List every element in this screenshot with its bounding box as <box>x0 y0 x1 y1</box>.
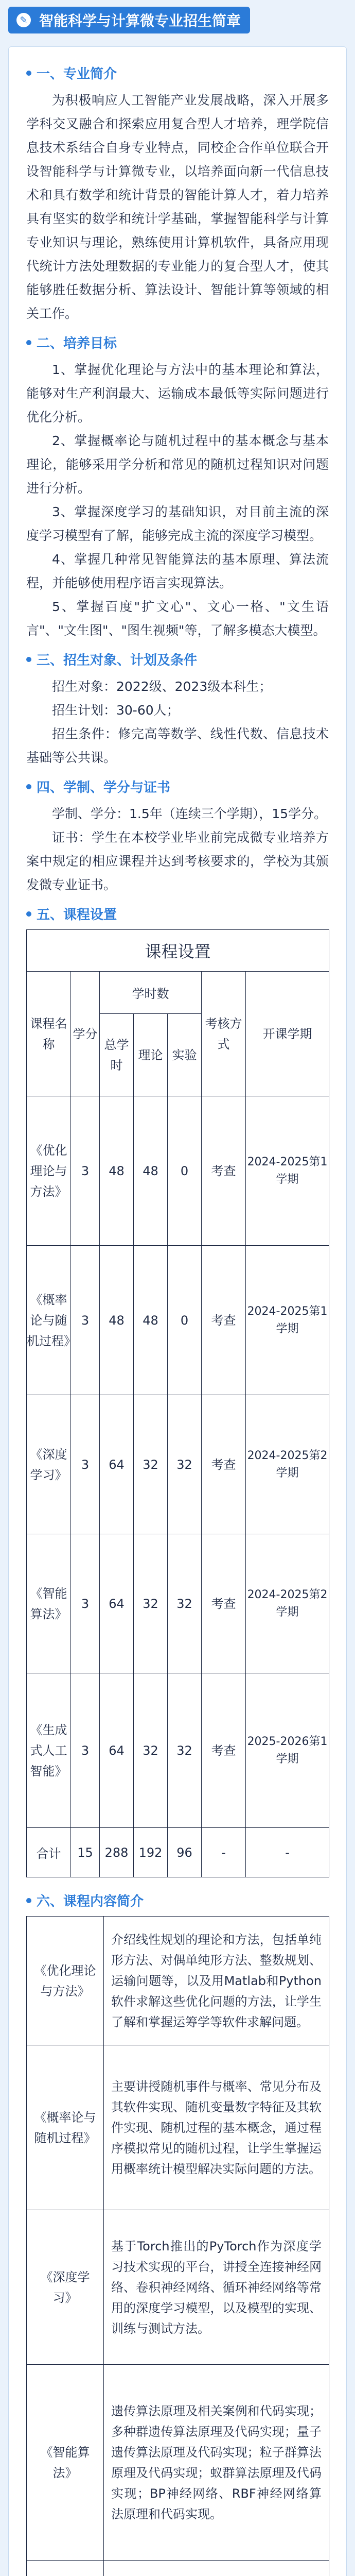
header-hours: 学时数 <box>100 972 202 1014</box>
header-assess: 考核方式 <box>202 972 246 1096</box>
total-label: 合计 <box>27 1828 71 1877</box>
section-heading <box>26 904 329 923</box>
goal-item: 2、掌握概率论与随机过程中的基本概念与基本理论，能够采用学分析和常见的随机过程知识对问题进行分析。 <box>26 433 329 496</box>
bullet-icon <box>26 657 31 662</box>
course-credit: 3 <box>71 1534 100 1673</box>
course-name: 《深度学习》 <box>27 1395 71 1534</box>
section-title: 二、培养目标 <box>37 336 117 351</box>
course-semester: 2024-2025第2学期 <box>246 1534 329 1673</box>
course-practice: 0 <box>168 1246 202 1395</box>
credit-item: 证书：学生在本校学业毕业前完成微专业培养方案中规定的相应课程并达到考核要求的，学校为其颁发微专业证书。 <box>26 830 329 892</box>
table-row <box>27 2210 329 2365</box>
course-total: 64 <box>100 1534 134 1673</box>
course-name: 《优化理论与方法》 <box>27 1917 104 2045</box>
section-title: 四、学制、学分与证书 <box>37 780 171 795</box>
course-theory: 32 <box>134 1534 168 1673</box>
course-table <box>26 929 329 1877</box>
enroll-item: 招生计划：30-60人； <box>52 703 180 718</box>
course-assess: 考查 <box>202 1246 246 1395</box>
bullet-icon <box>26 911 31 917</box>
title-tab <box>8 7 250 33</box>
course-name: 《优化理论与方法》 <box>27 1096 71 1246</box>
header-semester: 开课学期 <box>246 972 329 1096</box>
section-title: 六、课程内容简介 <box>37 1894 144 1909</box>
course-theory: 32 <box>134 1395 168 1534</box>
header-theory: 理论 <box>134 1014 168 1096</box>
header-credit: 学分 <box>71 972 100 1096</box>
course-name: 《智能算法》 <box>27 1534 71 1673</box>
section-title: 三、招生对象、计划及条件 <box>37 653 198 668</box>
course-total: 48 <box>100 1246 134 1395</box>
course-name: 《生成式人工智能》 <box>27 1673 71 1828</box>
course-assess: 考查 <box>202 1395 246 1534</box>
course-practice: 32 <box>168 1534 202 1673</box>
course-theory: 32 <box>134 1673 168 1828</box>
page-title: 智能科学与计算微专业招生简章 <box>39 12 241 29</box>
course-credit: 3 <box>71 1395 100 1534</box>
course-theory: 48 <box>134 1096 168 1246</box>
bullet-icon <box>26 784 31 789</box>
total-practice: 96 <box>168 1828 202 1877</box>
course-name: 《智能算法》 <box>27 2365 104 2561</box>
header-total: 总学时 <box>100 1014 134 1096</box>
table-row <box>27 2365 329 2561</box>
section-title: 一、专业简介 <box>37 66 117 82</box>
course-theory: 48 <box>134 1246 168 1395</box>
content-table <box>26 1916 329 2576</box>
course-desc: 遗传算法原理及相关案例和代码实现；多种群遗传算法原理及代码实现；量子遗传算法原理及代码实现；粒子群算法原理及代码实现；蚁群算法原理及代码实现；BP神经网络、RBF神经网络算法原理和代码实现。 <box>104 2365 329 2561</box>
title-bar <box>0 0 355 40</box>
course-name: 《深度学习》 <box>27 2210 104 2365</box>
course-credit: 3 <box>71 1096 100 1246</box>
enroll-item: 招生对象：2022级、2023级本科生； <box>52 679 272 694</box>
section-heading <box>26 333 329 352</box>
course-desc: 基于Torch推出的PyTorch作为深度学习技术实现的平台，讲授全连接神经网络、卷积神经网络、循环神经网络等常用的深度学习模型，以及模型的实现、训练与测试方法。 <box>104 2210 329 2365</box>
course-semester: 2025-2026第1学期 <box>246 1673 329 1828</box>
total-hours: 288 <box>100 1828 134 1877</box>
table-caption: 课程设置 <box>27 930 329 972</box>
intro-text: 为积极响应人工智能产业发展战略，深入开展多学科交叉融合和探索应用复合型人才培养，理学院信息技术系结合自身专业特点，同校企合作单位联合开设智能科学与计算微专业，以培养面向新一代信息技术和具有数学和统计背景的智能计算人才，着力培养具有坚实的数学和统计学基础，掌握智能科学与计算专业知识与理论，熟练使用计算机软件，具备应用现代统计方法处理数据的专业能力的复合型人才，使其能够胜任数据分析、算法设计、智能计算等领域的相关工作。 <box>26 93 329 321</box>
bullet-icon <box>26 1898 31 1903</box>
goal-item: 3、掌握深度学习的基础知识，对目前主流的深度学习模型有了解，能够完成主流的深度学习模型。 <box>26 504 329 543</box>
course-credit: 3 <box>71 1673 100 1828</box>
enroll-item: 招生条件：修完高等数学、线性代数、信息技术基础等公共课。 <box>26 726 329 765</box>
content-card <box>8 46 347 2576</box>
course-total: 64 <box>100 1673 134 1828</box>
course-credit: 3 <box>71 1246 100 1395</box>
table-row <box>27 1395 329 1534</box>
table-row <box>27 1096 329 1246</box>
course-desc: 主要讲授随机事件与概率、常见分布及其软件实现、随机变量数字特征及其软件实现、随机过程的基本概念，通过程序模拟常见的随机过程，让学生掌握运用概率统计模型解决实际问题的方法。 <box>104 2045 329 2210</box>
section-heading <box>26 63 329 82</box>
header-name: 课程名称 <box>27 972 71 1096</box>
goal-item: 4、掌握几种常见智能算法的基本原理、算法流程，并能够使用程序语言实现算法。 <box>26 552 329 590</box>
table-row <box>27 1246 329 1395</box>
table-row <box>27 2045 329 2210</box>
course-desc: 介绍线性规划的理论和方法，包括单纯形方法、对偶单纯形方法、整数规划、运输问题等，以及用Matlab和Python软件求解这些优化问题的方法，让学生了解和掌握运筹学等软件求解问题。 <box>104 1917 329 2045</box>
course-semester: 2024-2025第1学期 <box>246 1246 329 1395</box>
course-assess: 考查 <box>202 1534 246 1673</box>
table-total-row <box>27 1828 329 1877</box>
bullet-icon <box>26 71 31 76</box>
course-practice: 0 <box>168 1096 202 1246</box>
course-total: 48 <box>100 1096 134 1246</box>
table-row <box>27 1673 329 1828</box>
total-theory: 192 <box>134 1828 168 1877</box>
info-icon: ✎ <box>16 13 31 27</box>
goal-item: 1、掌握优化理论与方法中的基本理论和算法，能够对生产利润最大、运输成本最低等实际问题进行优化分析。 <box>26 362 329 425</box>
course-practice: 32 <box>168 1673 202 1828</box>
total-semester: - <box>246 1828 329 1877</box>
total-credit: 15 <box>71 1828 100 1877</box>
course-semester: 2024-2025第1学期 <box>246 1096 329 1246</box>
course-name: 《概率论与随机过程》 <box>27 2045 104 2210</box>
course-semester: 2024-2025第2学期 <box>246 1395 329 1534</box>
section-title: 五、课程设置 <box>37 907 117 923</box>
credit-item: 学制、学分：1.5年（连续三个学期），15学分。 <box>52 806 327 821</box>
bullet-icon <box>26 340 31 345</box>
table-row <box>27 1534 329 1673</box>
table-row <box>27 2561 329 2576</box>
course-assess: 考查 <box>202 1673 246 1828</box>
total-assess: - <box>202 1828 246 1877</box>
section-heading <box>26 650 329 669</box>
course-total: 64 <box>100 1395 134 1534</box>
course-practice: 32 <box>168 1395 202 1534</box>
table-row <box>27 1917 329 2045</box>
section-heading <box>26 777 329 796</box>
header-practice: 实验 <box>168 1014 202 1096</box>
goal-item: 5、掌握百度"扩文心"、文心一格、"文生语言"、"文生图"、"图生视频"等，了解多模态大模型。 <box>26 599 329 638</box>
course-assess: 考查 <box>202 1096 246 1246</box>
course-name: 《概率论与随机过程》 <box>27 1246 71 1395</box>
course-name <box>27 2561 104 2576</box>
section-heading <box>26 1891 329 1910</box>
course-desc <box>104 2561 329 2576</box>
